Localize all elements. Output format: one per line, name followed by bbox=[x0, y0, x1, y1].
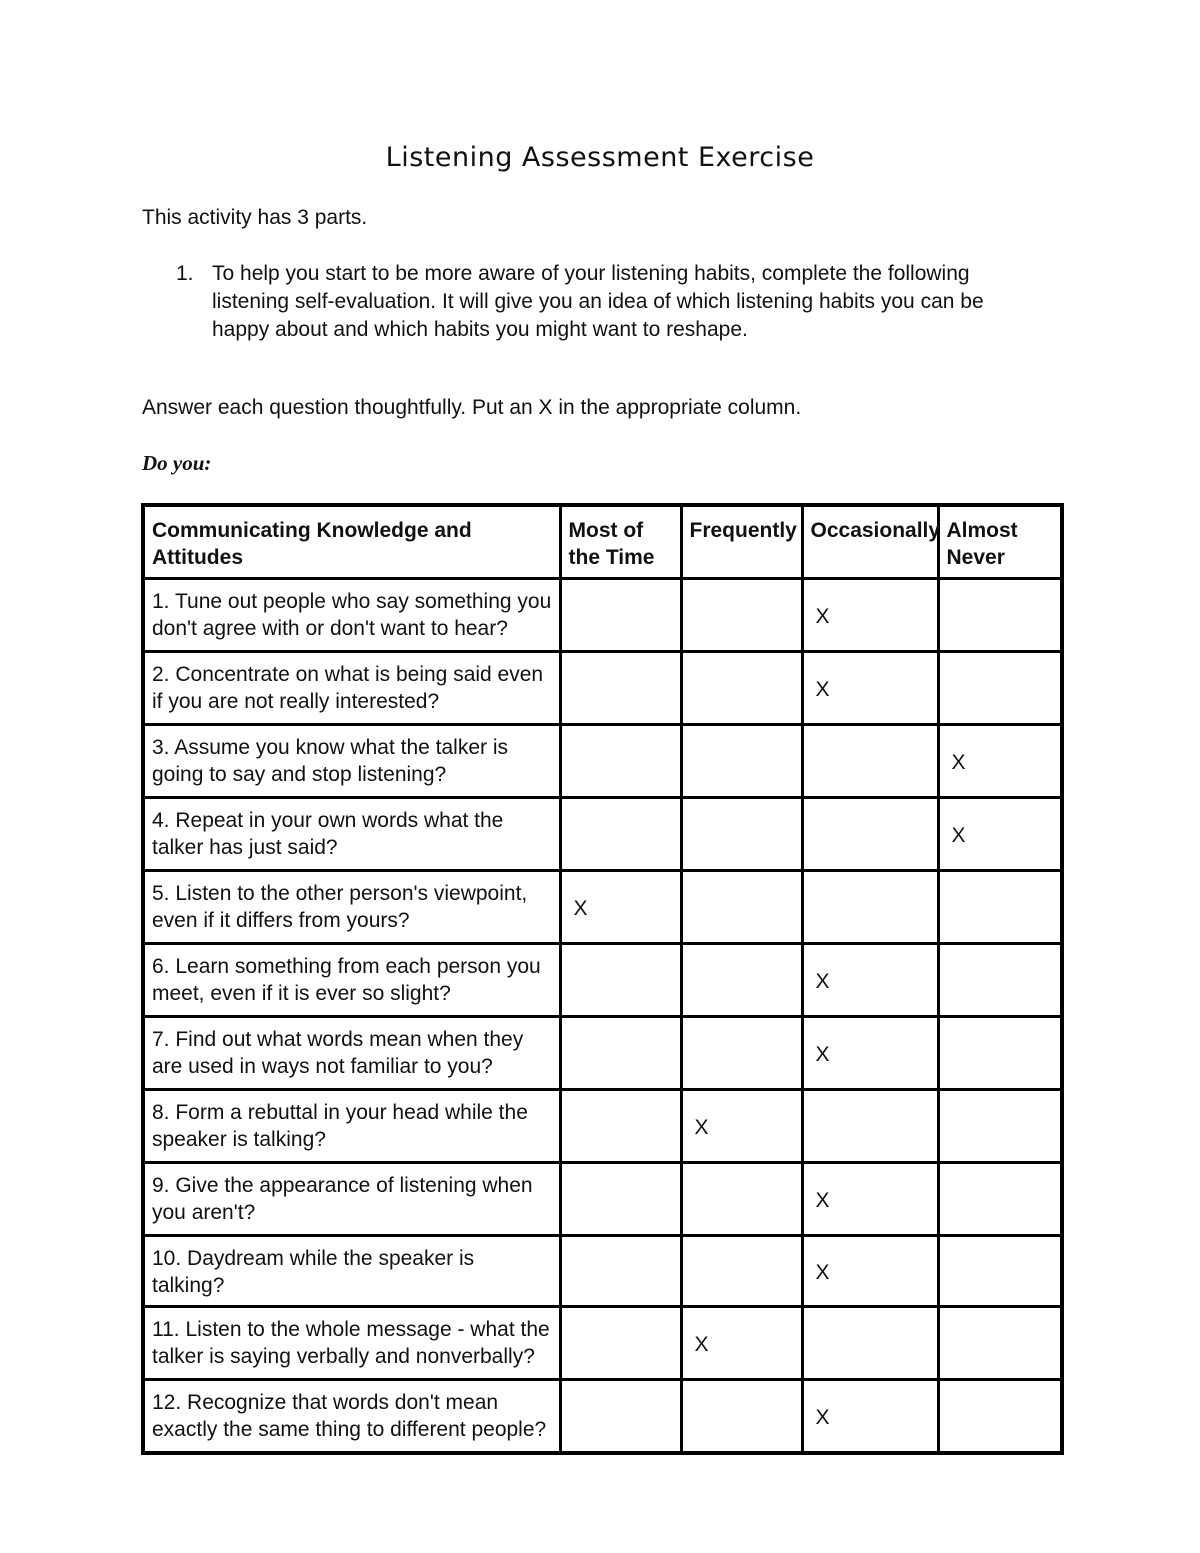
x-mark: X bbox=[694, 1332, 709, 1356]
x-mark: X bbox=[815, 969, 830, 993]
answer-cell-frequently[interactable] bbox=[681, 725, 802, 798]
answer-cell-almost-never[interactable] bbox=[938, 579, 1062, 652]
question-cell: 3. Assume you know what the talker is going to say and stop listening? bbox=[143, 725, 560, 798]
list-item-number: 1. bbox=[176, 262, 194, 285]
answer-cell-almost-never[interactable] bbox=[938, 1307, 1062, 1380]
page-title: Listening Assessment Exercise bbox=[385, 142, 815, 173]
answer-cell-most-of-the-time[interactable] bbox=[560, 1236, 681, 1307]
header-frequently: Frequently bbox=[681, 505, 802, 579]
answer-cell-almost-never[interactable] bbox=[938, 725, 1062, 798]
table-row bbox=[143, 1380, 1062, 1454]
answer-cell-occasionally[interactable] bbox=[802, 579, 938, 652]
answer-cell-almost-never[interactable] bbox=[938, 1017, 1062, 1090]
answer-cell-almost-never[interactable] bbox=[938, 1236, 1062, 1307]
answer-cell-frequently[interactable] bbox=[681, 1163, 802, 1236]
question-cell: 10. Daydream while the speaker is talking? bbox=[143, 1236, 560, 1307]
answer-cell-almost-never[interactable] bbox=[938, 652, 1062, 725]
question-cell: 11. Listen to the whole message - what the talker is saying verbally and nonverbally? bbox=[143, 1307, 560, 1380]
answer-cell-frequently[interactable] bbox=[681, 1236, 802, 1307]
question-cell: 4. Repeat in your own words what the talker has just said? bbox=[143, 798, 560, 871]
answer-cell-frequently[interactable] bbox=[681, 1090, 802, 1163]
x-mark: X bbox=[815, 1260, 830, 1284]
answer-cell-occasionally[interactable] bbox=[802, 1307, 938, 1380]
table-row bbox=[143, 725, 1062, 798]
table-row bbox=[143, 1017, 1062, 1090]
answer-cell-most-of-the-time[interactable] bbox=[560, 1380, 681, 1454]
answer-cell-most-of-the-time[interactable] bbox=[560, 871, 681, 944]
answer-cell-almost-never[interactable] bbox=[938, 944, 1062, 1017]
table-row bbox=[143, 798, 1062, 871]
answer-cell-most-of-the-time[interactable] bbox=[560, 944, 681, 1017]
answer-cell-occasionally[interactable] bbox=[802, 1236, 938, 1307]
answer-cell-frequently[interactable] bbox=[681, 944, 802, 1017]
question-cell: 1. Tune out people who say something you don't agree with or don't want to hear? bbox=[143, 579, 560, 652]
x-mark: X bbox=[815, 677, 830, 701]
listening-assessment-table bbox=[141, 503, 1064, 1455]
x-mark: X bbox=[815, 604, 830, 628]
answer-cell-occasionally[interactable] bbox=[802, 1090, 938, 1163]
answer-cell-occasionally[interactable] bbox=[802, 871, 938, 944]
answer-cell-almost-never[interactable] bbox=[938, 798, 1062, 871]
question-cell: 2. Concentrate on what is being said even if you are not really interested? bbox=[143, 652, 560, 725]
table-row bbox=[143, 1307, 1062, 1380]
answer-cell-frequently[interactable] bbox=[681, 652, 802, 725]
question-cell: 8. Form a rebuttal in your head while the speaker is talking? bbox=[143, 1090, 560, 1163]
answer-cell-frequently[interactable] bbox=[681, 1380, 802, 1454]
answer-cell-occasionally[interactable] bbox=[802, 1163, 938, 1236]
intro-text: This activity has 3 parts. bbox=[142, 206, 368, 229]
answer-cell-most-of-the-time[interactable] bbox=[560, 579, 681, 652]
question-cell: 9. Give the appearance of listening when you aren't? bbox=[143, 1163, 560, 1236]
x-mark: X bbox=[951, 823, 966, 847]
instruction-text: Answer each question thoughtfully. Put an X in the appropriate column. bbox=[142, 396, 802, 419]
table-row bbox=[143, 579, 1062, 652]
answer-cell-frequently[interactable] bbox=[681, 579, 802, 652]
answer-cell-almost-never[interactable] bbox=[938, 1163, 1062, 1236]
x-mark: X bbox=[694, 1115, 709, 1139]
answer-cell-almost-never[interactable] bbox=[938, 871, 1062, 944]
header-almost-never: Almost Never bbox=[938, 505, 1062, 579]
table-row bbox=[143, 944, 1062, 1017]
x-mark: X bbox=[951, 750, 966, 774]
answer-cell-almost-never[interactable] bbox=[938, 1090, 1062, 1163]
question-cell: 12. Recognize that words don't mean exactly the same thing to different people? bbox=[143, 1380, 560, 1454]
answer-cell-most-of-the-time[interactable] bbox=[560, 652, 681, 725]
x-mark: X bbox=[815, 1042, 830, 1066]
answer-cell-occasionally[interactable] bbox=[802, 1380, 938, 1454]
answer-cell-most-of-the-time[interactable] bbox=[560, 1163, 681, 1236]
answer-cell-most-of-the-time[interactable] bbox=[560, 725, 681, 798]
answer-cell-occasionally[interactable] bbox=[802, 725, 938, 798]
answer-cell-most-of-the-time[interactable] bbox=[560, 1017, 681, 1090]
answer-cell-most-of-the-time[interactable] bbox=[560, 798, 681, 871]
answer-cell-most-of-the-time[interactable] bbox=[560, 1307, 681, 1380]
list-item-text: To help you start to be more aware of your listening habits, complete the following listening self-evaluation. It will give you an idea of which listening habits you can be happy about and which habits you might want to reshape. bbox=[212, 262, 984, 341]
question-cell: 7. Find out what words mean when they are used in ways not familiar to you? bbox=[143, 1017, 560, 1090]
table-row bbox=[143, 1163, 1062, 1236]
header-occasionally: Occasionally bbox=[802, 505, 938, 579]
numbered-list-item bbox=[142, 260, 1042, 344]
answer-cell-frequently[interactable] bbox=[681, 871, 802, 944]
table-header-row bbox=[143, 505, 1062, 579]
answer-cell-occasionally[interactable] bbox=[802, 1017, 938, 1090]
answer-cell-occasionally[interactable] bbox=[802, 944, 938, 1017]
question-cell: 6. Learn something from each person you meet, even if it is ever so slight? bbox=[143, 944, 560, 1017]
answer-cell-frequently[interactable] bbox=[681, 798, 802, 871]
x-mark: X bbox=[815, 1188, 830, 1212]
table-row bbox=[143, 1236, 1062, 1307]
x-mark: X bbox=[815, 1405, 830, 1429]
header-most-of-the-time: Most of the Time bbox=[560, 505, 681, 579]
answer-cell-most-of-the-time[interactable] bbox=[560, 1090, 681, 1163]
header-knowledge-attitudes: Communicating Knowledge and Attitudes bbox=[143, 505, 560, 579]
x-mark: X bbox=[573, 896, 588, 920]
answer-cell-occasionally[interactable] bbox=[802, 798, 938, 871]
question-cell: 5. Listen to the other person's viewpoint, even if it differs from yours? bbox=[143, 871, 560, 944]
table-row bbox=[143, 1090, 1062, 1163]
table-row bbox=[143, 652, 1062, 725]
answer-cell-almost-never[interactable] bbox=[938, 1380, 1062, 1454]
table-row bbox=[143, 871, 1062, 944]
answer-cell-occasionally[interactable] bbox=[802, 652, 938, 725]
answer-cell-frequently[interactable] bbox=[681, 1307, 802, 1380]
do-you-label: Do you: bbox=[142, 451, 212, 475]
answer-cell-frequently[interactable] bbox=[681, 1017, 802, 1090]
